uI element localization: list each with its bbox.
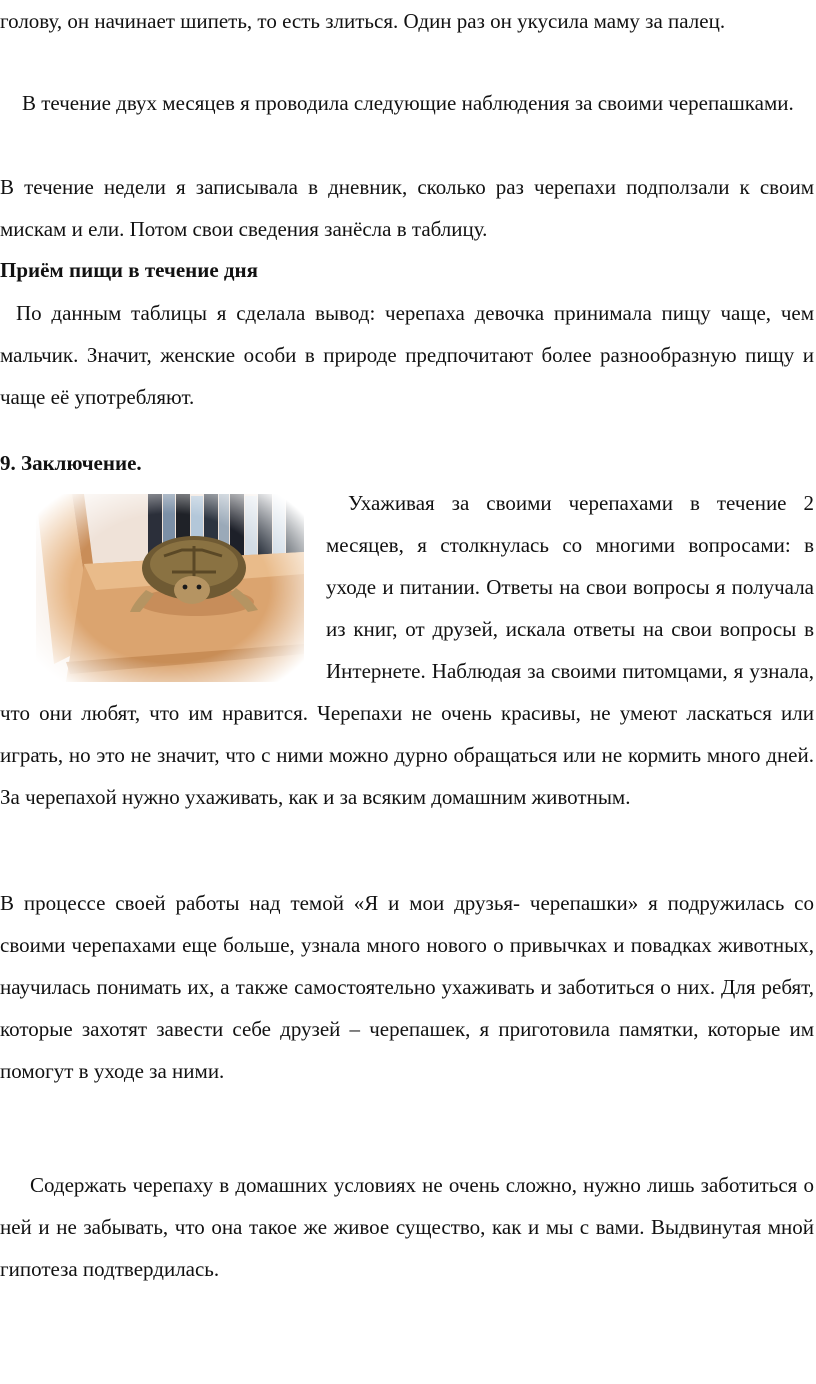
paragraph-observations-intro: В течение двух месяцев я проводила следующие наблюдения за своими черепашками. bbox=[22, 91, 794, 115]
paragraph-conclusion-from-table: По данным таблицы я сделала вывод: черепаха девочка принимала пищу чаще, чем мальчик. Значит, женские особи в природе предпочитают более разнообразную пищу и чаще её употребляют. bbox=[0, 301, 814, 409]
paragraph-conclusion-care: Ухаживая за своими черепахами в течение 2 месяцев, я столкнулась со многими вопросами: в уходе и питании. Ответы на свои вопросы я получала из книг, от друзей, искала ответы на свои вопросы в Интернете. Наблюдая за своими питомцами, я узнала, что они любят, что им нравится. Черепахи не очень красивы, не умеют ласкаться или играть, но это не значит, что с ними можно дурно обращаться или не кормить много дней. За черепахой нужно ухаживать, как и за всяким домашним животным. bbox=[0, 491, 814, 809]
turtle-photo bbox=[36, 494, 304, 682]
section-heading-conclusion: 9. Заключение. bbox=[0, 451, 142, 475]
paragraph-project-summary: В процессе своей работы над темой «Я и мои друзья- черепашки» я подружилась со своими черепахами еще больше, узнала много нового о привычках и повадках животных, научилась понимать их, а также самостоятельно ухаживать и заботиться о них. Для ребят, которые захотят завести себе друзей – черепашек, я приготовила памятки, которые им помогут в уходе за ними. bbox=[0, 891, 814, 1083]
paragraph-bite-story: голову, он начинает шипеть, то есть злиться. Один раз он укусила маму за палец. bbox=[0, 9, 726, 33]
section-heading-feeding: Приём пищи в течение дня bbox=[0, 258, 258, 282]
paragraph-diary: В течение недели я записывала в дневник, сколько раз черепахи подползали к своим мискам и ели. Потом свои сведения занёсла в таблицу. bbox=[0, 175, 814, 241]
turtle-head bbox=[174, 576, 210, 604]
paragraph-final-hypothesis: Содержать черепаху в домашних условиях не очень сложно, нужно лишь заботиться о ней и не забывать, что она такое же живое существо, как и мы с вами. Выдвинутая мной гипотеза подтвердилась. bbox=[0, 1173, 814, 1281]
conclusion-block bbox=[0, 482, 814, 818]
